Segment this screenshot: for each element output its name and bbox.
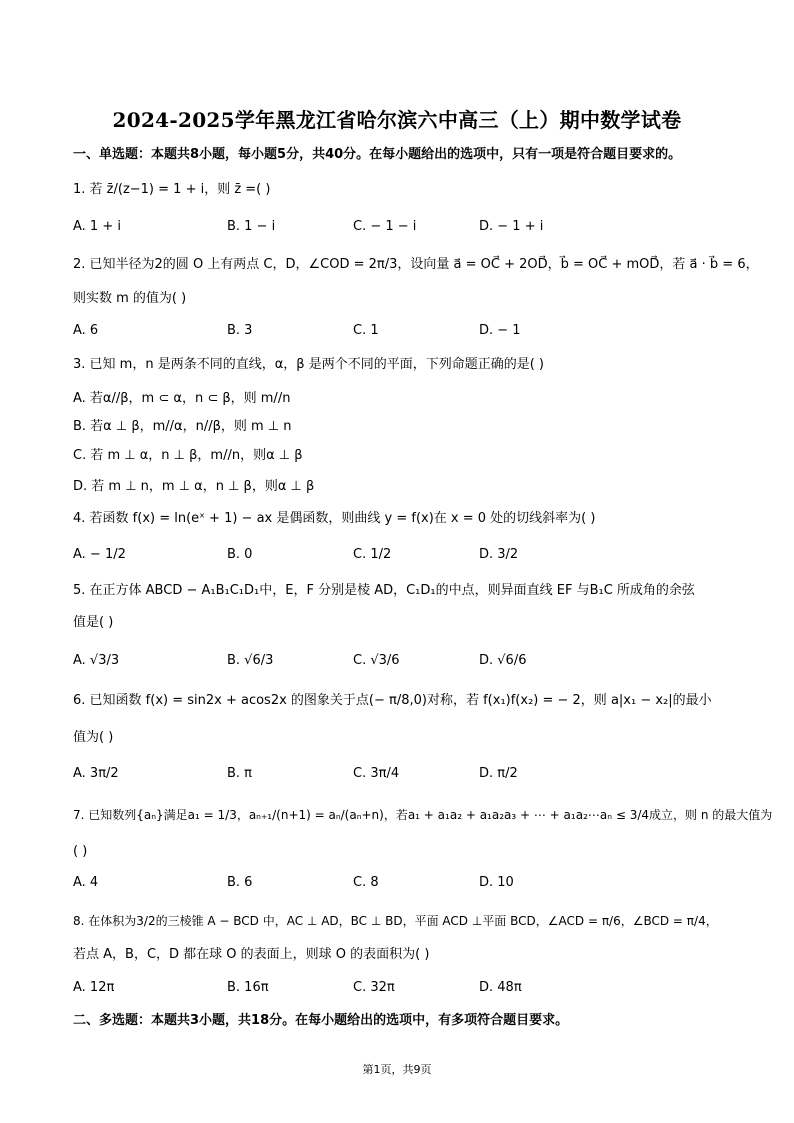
option-b: B. √6/3 [227,653,274,668]
option-c: C. √3/6 [353,653,400,668]
question-1-options [73,218,633,236]
option-a: A. − 1/2 [73,547,126,562]
question-6-stem: 6. 已知函数 f(x) = sin2x + acos2x 的图象关于点(− π/8,0)对称，若 f(x₁)f(x₂) = − 2，则 a|x₁ − x₂|的最小 [73,693,712,708]
option-d: D. 3/2 [479,547,519,562]
option-b: B. 6 [227,875,253,890]
question-8-stem: 8. 在体积为3/2的三棱锥 A − BCD 中，AC ⊥ AD，BC ⊥ BD，平面 ACD ⊥平面 BCD，∠ACD = π/6，∠BCD = π/4， [73,914,718,928]
page-number-footer: 第1页，共9页 [362,1063,432,1076]
question-3-stem: 3. 已知 m，n 是两条不同的直线，α，β 是两个不同的平面，下列命题正确的是( ) [73,357,544,372]
question-3-option-a: A. 若α//β，m ⊂ α，n ⊂ β，则 m//n [73,391,291,406]
option-b: B. 1 − i [227,219,276,234]
option-b: B. 16π [227,980,269,995]
section-heading-multi-choice: 二、多选题：本题共3小题，共18分。在每小题给出的选项中，有多项符合题目要求。 [73,1013,569,1028]
option-d: D. − 1 [479,323,521,338]
question-3-option-b: B. 若α ⊥ β，m//α，n//β，则 m ⊥ n [73,419,292,434]
option-b: B. 0 [227,547,253,562]
question-2-stem: 2. 已知半径为2的圆 O 上有两点 C，D，∠COD = 2π/3，设向量 a⃗ = OC⃗ + 2OD⃗，b⃗ = OC⃗ + mOD⃗，若 a⃗ · b⃗ = 6， [73,257,759,272]
question-3-option-d: D. 若 m ⊥ n，m ⊥ α，n ⊥ β，则α ⊥ β [73,479,315,494]
question-8-stem-cont: 若点 A，B，C，D 都在球 O 的表面上，则球 O 的表面积为( ) [73,947,430,962]
option-a: A. 6 [73,323,99,338]
option-c: C. 32π [353,980,395,995]
option-b: B. 3 [227,323,253,338]
option-d: D. √6/6 [479,653,527,668]
option-c: C. 8 [353,875,379,890]
question-6-options [73,765,633,783]
question-7-options [73,874,633,892]
question-4-stem: 4. 若函数 f(x) = ln(eˣ + 1) − ax 是偶函数，则曲线 y = f(x)在 x = 0 处的切线斜率为( ) [73,511,596,526]
question-1-stem: 1. 若 z̄/(z−1) = 1 + i，则 z̄ =( ) [73,182,271,197]
question-2-stem-cont: 则实数 m 的值为( ) [73,291,187,306]
question-7-stem-cont: ( ) [73,844,88,859]
option-c: C. 1 [353,323,379,338]
option-a: A. 12π [73,980,115,995]
question-2-options [73,322,633,340]
question-6-stem-cont: 值为( ) [73,730,114,745]
option-a: A. 4 [73,875,99,890]
option-a: A. 1 + i [73,219,121,234]
question-8-options [73,979,633,997]
page-title: 2024-2025学年黑龙江省哈尔滨六中高三（上）期中数学试卷 [112,108,682,132]
question-5-stem-cont: 值是( ) [73,615,114,630]
option-d: D. − 1 + i [479,219,544,234]
option-b: B. π [227,766,253,781]
option-a: A. √3/3 [73,653,120,668]
option-c: C. 1/2 [353,547,392,562]
option-d: D. π/2 [479,766,518,781]
question-4-options [73,546,633,564]
option-c: C. − 1 − i [353,219,417,234]
option-c: C. 3π/4 [353,766,400,781]
question-7-stem: 7. 已知数列{aₙ}满足a₁ = 1/3，aₙ₊₁/(n+1) = aₙ/(aₙ+n)，若a₁ + a₁a₂ + a₁a₂a₃ + ⋯ + a₁a₂⋯aₙ ≤ 3/4成立，则 n 的最大值为 [73,808,773,822]
question-5-stem: 5. 在正方体 ABCD − A₁B₁C₁D₁中，E，F 分别是棱 AD，C₁D₁的中点，则异面直线 EF 与B₁C 所成角的余弦 [73,583,695,598]
question-3-option-c: C. 若 m ⊥ α，n ⊥ β，m//n，则α ⊥ β [73,448,303,463]
option-a: A. 3π/2 [73,766,119,781]
question-5-options [73,652,633,670]
section-heading-single-choice: 一、单选题：本题共8小题，每小题5分，共40分。在每小题给出的选项中，只有一项是符合题目要求的。 [73,147,682,162]
option-d: D. 10 [479,875,514,890]
option-d: D. 48π [479,980,522,995]
